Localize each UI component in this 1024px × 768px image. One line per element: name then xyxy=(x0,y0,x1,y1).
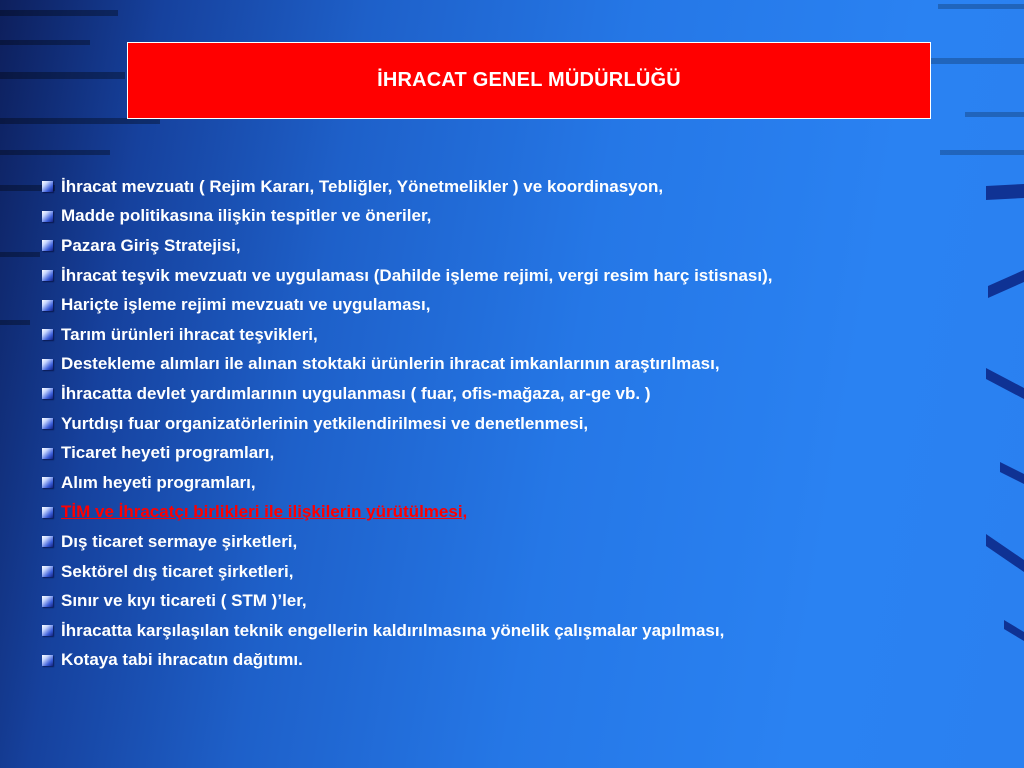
square-bullet-icon xyxy=(42,655,53,666)
bullet-item xyxy=(42,409,773,439)
bullet-text: İhracat teşvik mevzuatı ve uygulaması (Dahilde işleme rejimi, vergi resim harç istisnası), xyxy=(61,265,773,285)
title-box xyxy=(127,42,931,119)
bullet-item xyxy=(42,616,773,646)
square-bullet-icon xyxy=(42,211,53,222)
bullet-item xyxy=(42,290,773,320)
square-bullet-icon xyxy=(42,300,53,311)
square-bullet-icon xyxy=(42,181,53,192)
square-bullet-icon xyxy=(42,388,53,399)
bullet-item xyxy=(42,498,773,528)
square-bullet-icon xyxy=(42,270,53,281)
bullet-text: İhracat mevzuatı ( Rejim Kararı, Tebliğler, Yönetmelikler ) ve koordinasyon, xyxy=(61,176,664,196)
bullet-item xyxy=(42,202,773,232)
bullet-text: Ticaret heyeti programları, xyxy=(61,443,275,463)
square-bullet-icon xyxy=(42,329,53,340)
bullet-text: Alım heyeti programları, xyxy=(61,472,256,492)
bullet-text: Madde politikasına ilişkin tespitler ve öneriler, xyxy=(61,206,432,226)
bullet-text: Yurtdışı fuar organizatörlerinin yetkilendirilmesi ve denetlenmesi, xyxy=(61,413,589,433)
slide-title: İHRACAT GENEL MÜDÜRLÜĞÜ xyxy=(377,69,681,91)
bullet-text: Dış ticaret sermaye şirketleri, xyxy=(61,531,298,551)
bullet-text: İhracatta karşılaşılan teknik engellerin kaldırılmasına yönelik çalışmalar yapılması, xyxy=(61,620,725,640)
bullet-text: Destekleme alımları ile alınan stoktaki ürünlerin ihracat imkanlarının araştırılması, xyxy=(61,354,720,374)
bullet-item xyxy=(42,350,773,380)
square-bullet-icon xyxy=(42,418,53,429)
square-bullet-icon xyxy=(42,477,53,488)
bullet-text-highlighted: TİM ve İhracatçı birlikleri ile ilişkilerin yürütülmesi, xyxy=(61,502,468,522)
bullet-item xyxy=(42,172,773,202)
square-bullet-icon xyxy=(42,359,53,370)
bullet-item xyxy=(42,379,773,409)
square-bullet-icon xyxy=(42,566,53,577)
bullet-item xyxy=(42,527,773,557)
square-bullet-icon xyxy=(42,625,53,636)
bullet-item xyxy=(42,438,773,468)
bullet-list xyxy=(42,172,773,675)
bullet-text: Sektörel dış ticaret şirketleri, xyxy=(61,561,294,581)
square-bullet-icon xyxy=(42,507,53,518)
square-bullet-icon xyxy=(42,448,53,459)
square-bullet-icon xyxy=(42,596,53,607)
bullet-item xyxy=(42,646,773,676)
bullet-text: Hariçte işleme rejimi mevzuatı ve uygulaması, xyxy=(61,295,431,315)
bullet-item xyxy=(42,586,773,616)
bullet-text: İhracatta devlet yardımlarının uygulanması ( fuar, ofis-mağaza, ar-ge vb. ) xyxy=(61,383,651,403)
bullet-text: Pazara Giriş Stratejisi, xyxy=(61,235,241,255)
square-bullet-icon xyxy=(42,240,53,251)
bullet-item xyxy=(42,261,773,291)
bullet-item xyxy=(42,468,773,498)
bullet-item xyxy=(42,320,773,350)
bullet-text: Tarım ürünleri ihracat teşvikleri, xyxy=(61,324,318,344)
square-bullet-icon xyxy=(42,536,53,547)
bullet-text: Kotaya tabi ihracatın dağıtımı. xyxy=(61,650,303,670)
bullet-item xyxy=(42,557,773,587)
bullet-text: Sınır ve kıyı ticareti ( STM )’ler, xyxy=(61,591,307,611)
bullet-item xyxy=(42,231,773,261)
